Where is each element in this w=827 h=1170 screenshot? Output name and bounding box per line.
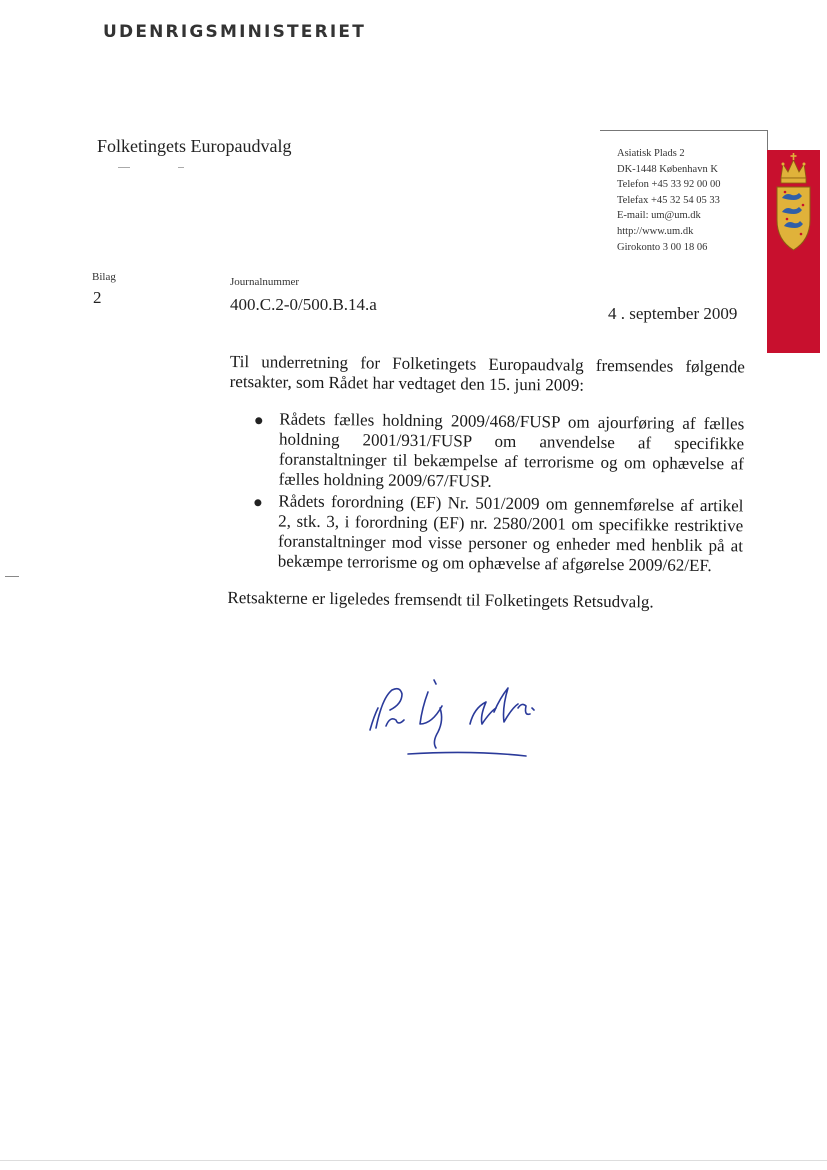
royal-coat-of-arms-icon <box>767 150 820 270</box>
letter-date: 4 . september 2009 <box>608 304 738 323</box>
scan-mark <box>118 167 130 168</box>
list-item: Rådets fælles holdning 2009/468/FUSP om ajourføring af fælles holdning 2001/931/FUSP om anvendelse af specifikke foranstaltninger til bekæmpelse af terrorisme og om ophævelse af fælles holdning 2009/67/FUSP. <box>229 409 745 494</box>
recipient: Folketingets Europaudvalg <box>97 136 292 156</box>
address-line: http://www.um.dk <box>617 225 694 237</box>
journal-label: Journalnummer <box>230 276 300 288</box>
handwritten-signature <box>362 668 572 768</box>
scan-edge <box>0 1160 827 1161</box>
bilag-label: Bilag <box>92 271 116 283</box>
address-line: Telefon +45 33 92 00 00 <box>617 179 721 191</box>
address-line: Asiatisk Plads 2 <box>617 148 685 159</box>
intro-paragraph: Til underretning for Folketingets Europaudvalg fremsendes følgende retsakter, som Rådet har vedtaget den 15. juni 2009: <box>229 352 745 395</box>
address-line: DK-1448 København K <box>617 163 718 175</box>
address-line: E-mail: um@um.dk <box>617 210 701 222</box>
bilag-value: 2 <box>93 288 102 307</box>
address-block <box>617 146 720 255</box>
journal-number: 400.C.2-0/500.B.14.a <box>230 295 377 314</box>
scan-mark <box>5 576 19 577</box>
act-list <box>228 409 745 576</box>
list-item: Rådets forordning (EF) Nr. 501/2009 om gennemførelse af artikel 2, stk. 3, i forordning (EF) nr. 2580/2001 om specifikke restriktive foranstaltninger mod visse personer og enheder med henblik på at bekæmpe terrorisme og om ophævelse af afgørelse 2009/62/EF. <box>228 491 744 576</box>
address-line: Telefax +45 32 54 05 33 <box>617 194 720 206</box>
scan-mark <box>178 167 184 168</box>
crest-band <box>767 150 820 353</box>
closing-paragraph: Retsakterne er ligeledes fremsendt til Folketingets Retsudvalg. <box>227 587 654 612</box>
address-line: Girokonto 3 00 18 06 <box>617 241 708 253</box>
ministry-name: UDENRIGSMINISTERIET <box>103 22 367 42</box>
letter-body <box>227 352 745 613</box>
